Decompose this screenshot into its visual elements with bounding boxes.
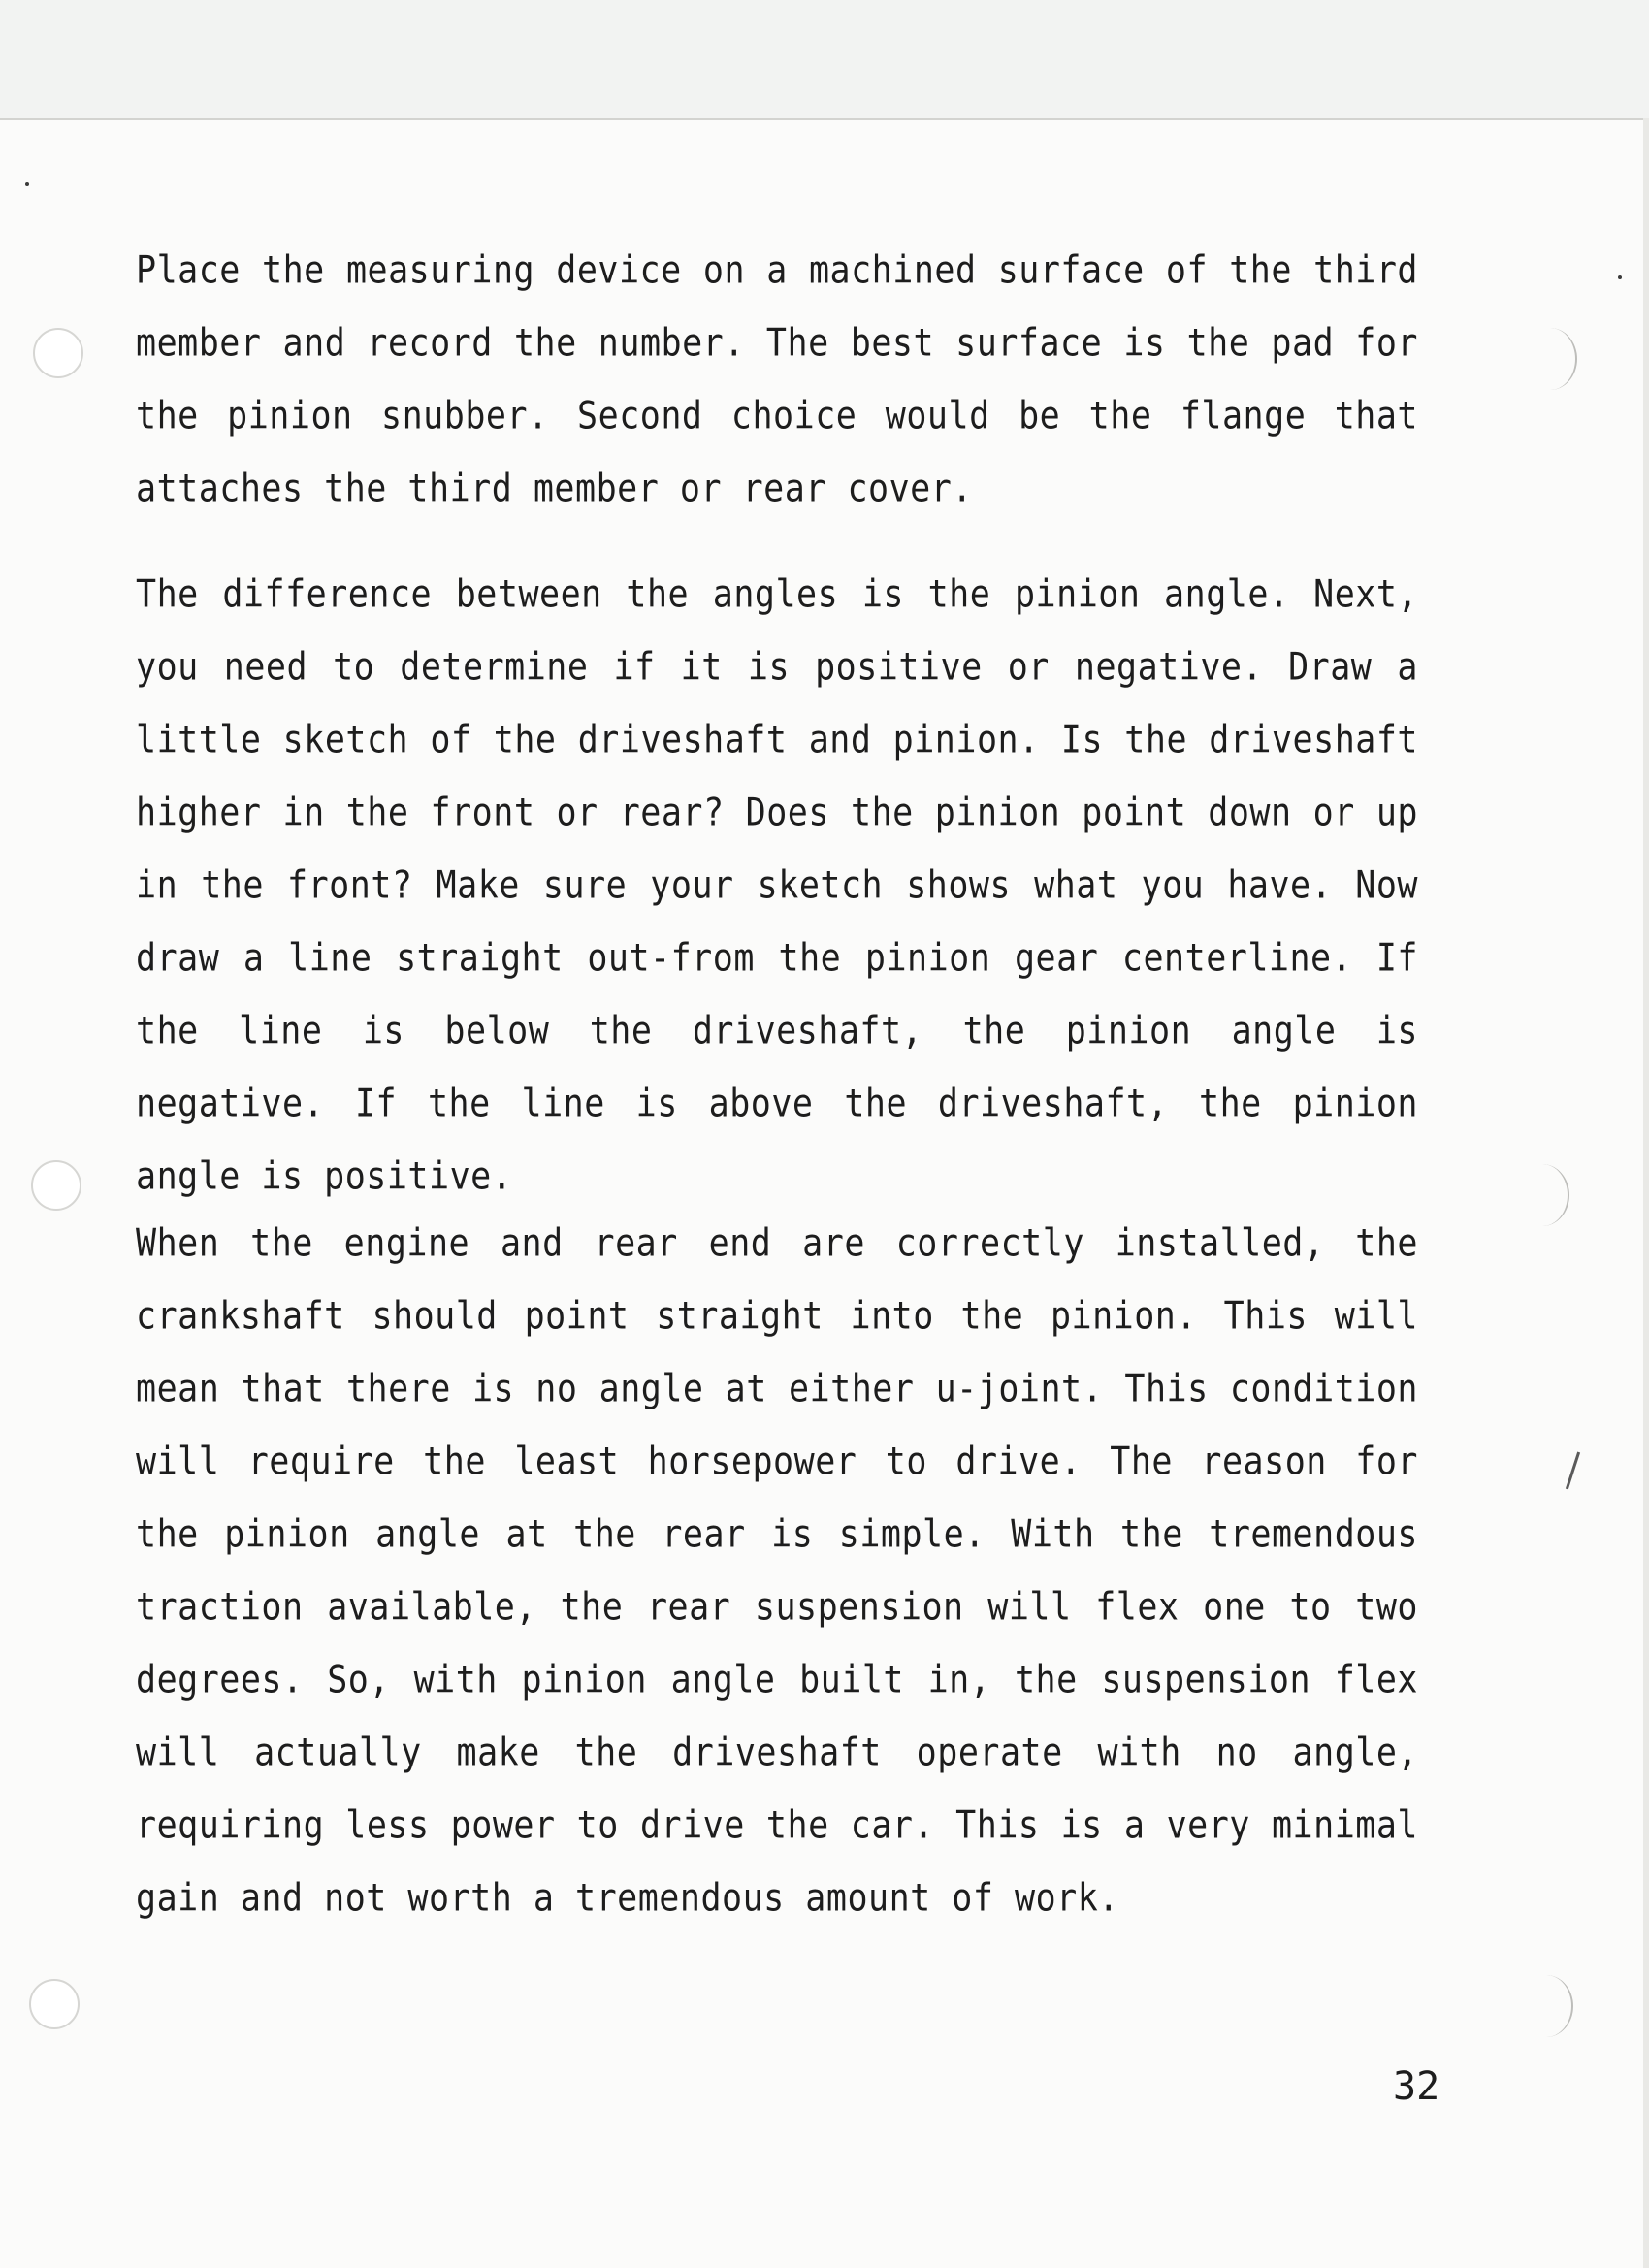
punch-hole-middle [31, 1160, 81, 1211]
paragraph-measuring-device: Place the measuring device on a machined surface of the third member and record the number. The best surface is the pad for the pinion snubber. Second choice would be the flange that attaches the third member or rear cover. [136, 248, 1418, 511]
page-number: 32 [1393, 2064, 1440, 2109]
punch-hole-bottom [29, 1979, 80, 2029]
bleed-through-hole-mark-bottom [1519, 1975, 1573, 2037]
paper-edge-shadow [1643, 118, 1649, 2268]
punch-hole-top [33, 328, 83, 378]
paragraph-engine-alignment: When the engine and rear end are correctly installed, the crankshaft should point straight into the pinion. This will mean that there is no angle at either u-joint. This condition will require the least horsepower to drive. The reason for the pinion angle at the rear is simple. With the tremendous traction available, the rear suspension will flex one to two degrees. So, with pinion angle built in, the suspension flex will actually make the driveshaft operate with no angle, requiring less power to drive the car. This is a very minimal gain and not worth a tremendous amount of work. [136, 1221, 1418, 1921]
paragraph-pinion-angle-sign: The difference between the angles is the pinion angle. Next, you need to determine if it is positive or negative. Draw a little sketch of the driveshaft and pinion. Is the driveshaft higher in the front or rear? Does the pinion point down or up in the front? Make sure your sketch shows what you have. Now draw a line straight out-from the pinion gear centerline. If the line is below the driveshaft, the pinion angle is negative. If the line is above the driveshaft, the pinion angle is positive. [136, 572, 1418, 1199]
paper-speck [25, 182, 29, 186]
document-body [136, 235, 1418, 1922]
scanner-background [0, 0, 1649, 118]
bleed-through-hole-mark-middle [1515, 1164, 1569, 1226]
bleed-through-hole-mark-top [1523, 328, 1577, 390]
paper-speck [1618, 275, 1622, 279]
